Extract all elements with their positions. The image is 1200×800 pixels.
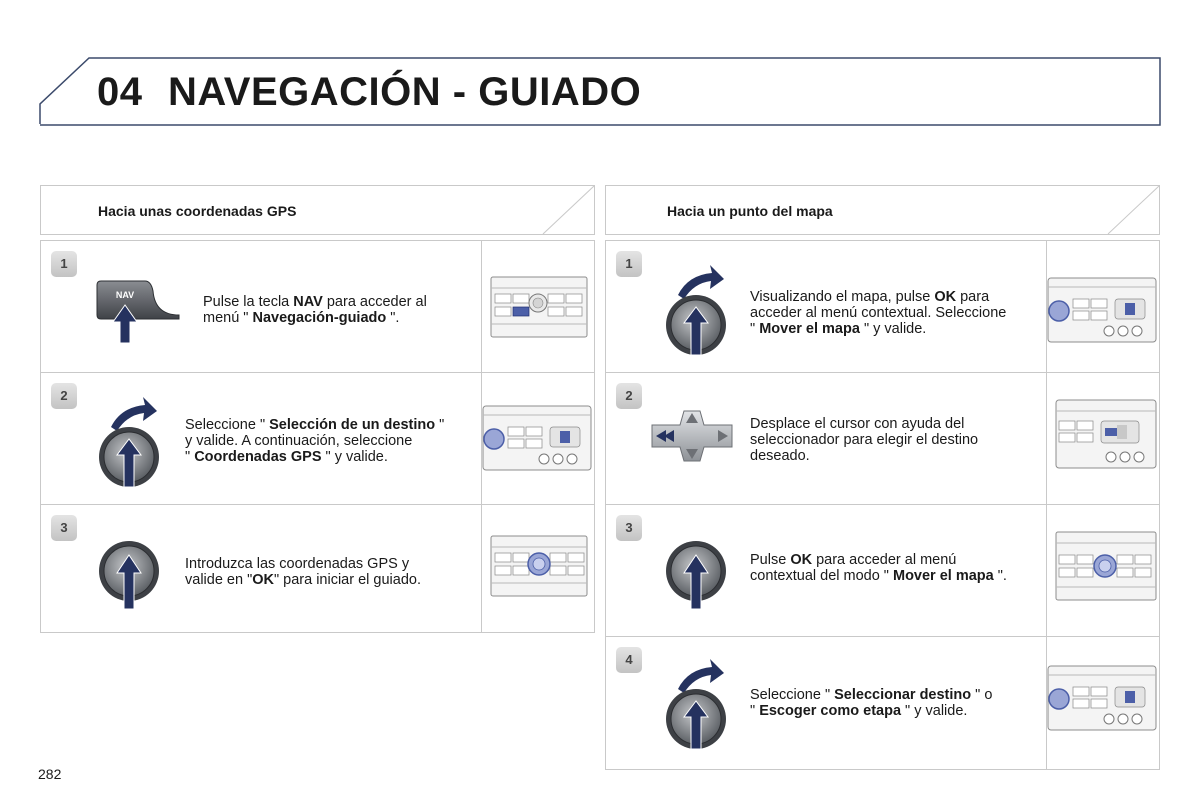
control-panel-image: [1055, 399, 1157, 469]
step-number-badge: 3: [616, 515, 642, 541]
step-text: Seleccione " Selección de un destino " y valide. A continuación, seleccione " Coordenadas GPS " y valide.: [185, 417, 445, 465]
nav-key-icon: [93, 277, 183, 349]
step-text: Seleccione " Seleccionar destino " o " Escoger como etapa " y valide.: [750, 687, 993, 719]
rotary-knob-press-icon: [93, 529, 165, 615]
panel-divider: [1046, 505, 1047, 636]
page-header: [0, 0, 1200, 140]
direction-pad-icon: [646, 407, 738, 465]
step-text: Pulse OK para acceder al menú contextual del modo " Mover el mapa ".: [750, 552, 1007, 584]
section-header-map: [605, 185, 1160, 235]
step-number-badge: 1: [616, 251, 642, 277]
step-item: [606, 637, 1159, 769]
rotary-knob-turn-icon: [93, 391, 165, 491]
step-item: [606, 505, 1159, 637]
rotary-knob-turn-icon: [660, 259, 732, 359]
step-number-badge: 2: [51, 383, 77, 409]
control-panel-image: [1055, 531, 1157, 601]
step-item: [41, 505, 594, 632]
page-number: 282: [38, 766, 62, 782]
section-header-gps: [40, 185, 595, 235]
control-panel-image: [1047, 665, 1157, 731]
right-column: [605, 185, 1160, 770]
header-corner-lines: [1100, 185, 1160, 235]
step-number-badge: 3: [51, 515, 77, 541]
control-panel-image: [1047, 277, 1157, 343]
rotary-knob-press-icon: [660, 529, 732, 615]
panel-divider: [481, 505, 482, 632]
step-number-badge: 1: [51, 251, 77, 277]
step-item: [606, 241, 1159, 373]
step-text: Introduzca las coordenadas GPS y valide en "OK" para iniciar el guiado.: [185, 556, 421, 588]
step-list: [605, 240, 1160, 770]
chapter-number: 04: [97, 70, 143, 114]
step-number-badge: 2: [616, 383, 642, 409]
step-text: Pulse la tecla NAV para acceder al menú " Navegación-guiado ".: [203, 294, 427, 326]
panel-divider: [481, 241, 482, 372]
control-panel-image: [482, 405, 592, 471]
rotary-knob-turn-icon: [660, 653, 732, 753]
left-column: [40, 185, 595, 633]
chapter-title: NAVEGACIÓN - GUIADO: [168, 70, 642, 114]
step-item: [606, 373, 1159, 505]
step-item: [41, 373, 594, 505]
step-number-badge: 4: [616, 647, 642, 673]
header-corner-lines: [535, 185, 595, 235]
control-panel-image: [490, 535, 588, 597]
section-title: Hacia un punto del mapa: [667, 203, 833, 219]
step-text: Visualizando el mapa, pulse OK para acceder al menú contextual. Seleccione " Mover el mapa " y valide.: [750, 289, 1007, 337]
step-item: [41, 241, 594, 373]
step-text: Desplace el cursor con ayuda del seleccionador para elegir el destino deseado.: [750, 416, 979, 464]
nav-key-label: NAV: [115, 290, 135, 300]
section-title: Hacia unas coordenadas GPS: [98, 203, 297, 219]
panel-divider: [1046, 373, 1047, 504]
step-list: [40, 240, 595, 633]
control-panel-image: [490, 276, 588, 338]
